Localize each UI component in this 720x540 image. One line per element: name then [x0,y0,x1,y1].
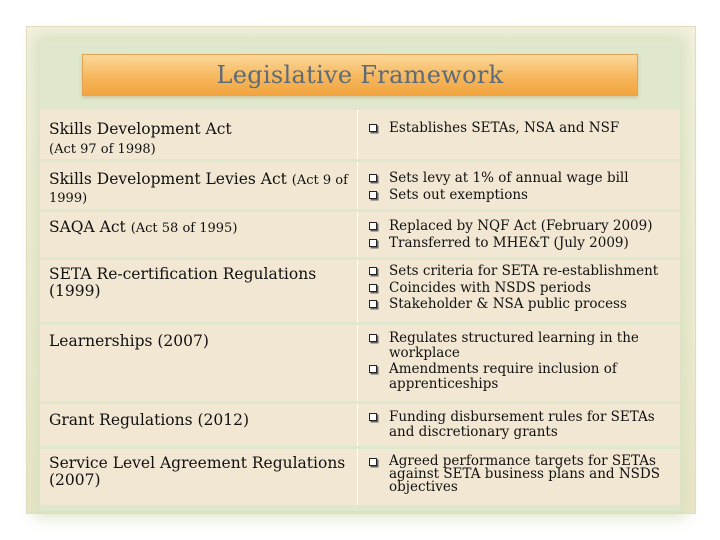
table-row [40,260,680,322]
list-item: Regulates structured learning in the workplace [368,331,642,360]
table-row [40,212,680,257]
effects-cell [360,260,680,322]
table-row [40,110,680,159]
effects-cell [360,449,680,505]
act-number: (Act 97 of 1998) [49,142,156,157]
checkbox-bullet-icon [369,458,377,466]
act-name: SETA Re-certification Regulations (1999) [49,265,317,300]
act-cell [40,260,358,322]
title-banner [82,54,638,96]
effects-cell [360,404,680,446]
list-item: Sets out exemptions [368,188,672,203]
act-cell [40,212,358,257]
act-name: Skills Development Levies Act [49,170,287,188]
checkbox-bullet-icon [369,334,377,342]
list-item: Replaced by NQF Act (February 2009) [368,219,672,234]
page-title: Legislative Framework [216,61,504,89]
act-name: Learnerships (2007) [49,332,209,350]
checkbox-bullet-icon [369,300,377,308]
table-row [40,162,680,209]
checkbox-bullet-icon [369,222,377,230]
act-cell [40,110,358,159]
act-name: Grant Regulations (2012) [49,411,250,429]
checkbox-bullet-icon [369,174,377,182]
checkbox-bullet-icon [369,191,377,199]
checkbox-bullet-icon [369,284,377,292]
list-item: Establishes SETAs, NSA and NSF [368,121,672,136]
act-name: Service Level Agreement Regulations (2007) [49,454,346,489]
checkbox-bullet-icon [369,239,377,247]
checkbox-bullet-icon [369,124,377,132]
effects-cell [360,325,680,401]
list-item: Sets levy at 1% of annual wage bill [368,171,672,186]
act-cell [40,404,358,446]
checkbox-bullet-icon [369,413,377,421]
table-row [40,449,680,505]
effects-cell [360,162,680,209]
act-number: (Act 58 of 1995) [130,221,238,236]
list-item: Transferred to MHE&T (July 2009) [368,236,672,251]
list-item: Amendments require inclusion of apprenticeships [368,362,642,391]
checkbox-bullet-icon [369,267,377,275]
effects-cell [360,212,680,257]
table-row [40,325,680,401]
table-row [40,404,680,446]
list-item: Stakeholder & NSA public process [368,297,672,312]
effects-cell [360,110,680,159]
list-item: Coincides with NSDS periods [368,281,672,296]
act-number: (Act 9 of 1999) [49,173,348,206]
list-item: Sets criteria for SETA re-establishment [368,264,672,279]
act-cell [40,449,358,505]
list-item: Funding disbursement rules for SETAs and discretionary grants [368,410,672,439]
act-name: Skills Development Act [49,120,232,138]
act-name: SAQA Act [49,218,126,236]
act-cell [40,325,358,401]
list-item: Agreed performance targets for SETAs against SETA business plans and NSDS objectives [368,455,672,494]
checkbox-bullet-icon [369,365,377,373]
act-cell [40,162,358,209]
